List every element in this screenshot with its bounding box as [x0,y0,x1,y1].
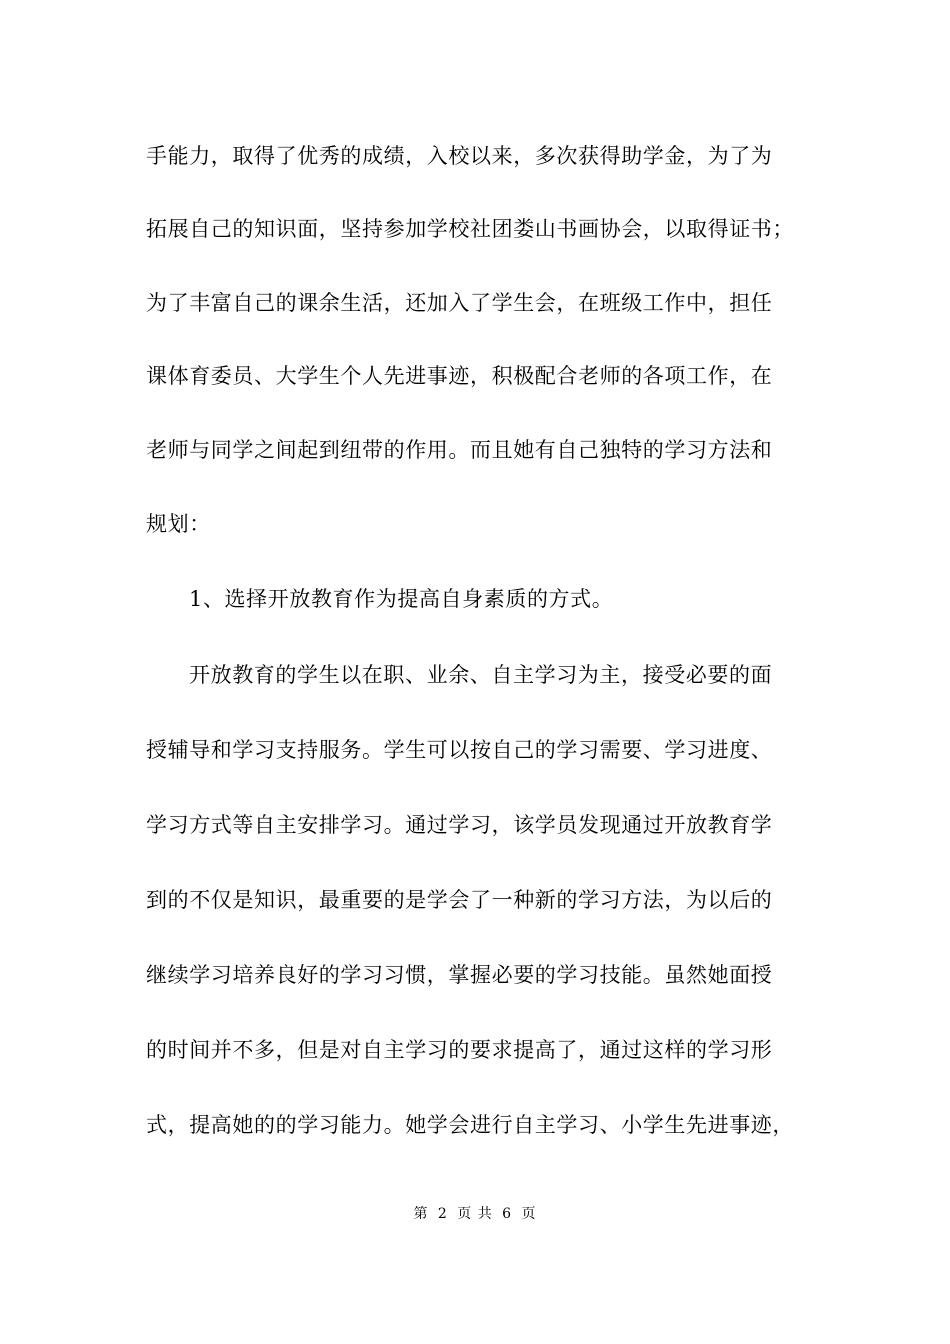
total-pages-number: 6 [502,1206,513,1222]
text-line: 为了丰富自己的课余生活，还加入了学生会，在班级工作中，担任 [146,291,773,315]
current-page-number: 2 [437,1206,448,1222]
text-line: 的时间并不多，但是对自主学习的要求提高了，通过这样的学习形 [146,1038,773,1062]
page-footer [0,1204,950,1224]
text-line: 学习方式等自主安排学习。通过学习，该学员发现通过开放教育学 [146,813,773,837]
page-label-mid: 页 共 [457,1206,493,1222]
text-line: 式，提高她的的学习能力。她学会进行自主学习、小学生先进事迹， [146,1113,794,1137]
text-line: 老师与同学之间起到纽带的作用。而且她有自己独特的学习方法和 [146,438,773,462]
text-line: 继续学习培养良好的学习习惯，掌握必要的学习技能。虽然她面授 [146,963,773,987]
list-item-heading: 1、选择开放教育作为提高自身素质的方式。 [189,587,614,611]
text-line: 到的不仅是知识，最重要的是学会了一种新的学习方法，为以后的 [146,888,773,912]
text-line: 拓展自己的知识面，坚持参加学校社团娄山书画协会，以取得证书； [146,217,794,241]
text-line: 课体育委员、大学生个人先进事迹，积极配合老师的各项工作，在 [146,364,773,388]
text-line: 手能力，取得了优秀的成绩，入校以来，多次获得助学金，为了为 [146,144,773,168]
page-label-prefix: 第 [413,1206,429,1222]
page-label-suffix: 页 [521,1206,537,1222]
text-line: 规划： [146,512,211,536]
paragraph-first-line: 开放教育的学生以在职、业余、自主学习为主，接受必要的面 [189,663,773,687]
text-line: 授辅导和学习支持服务。学生可以按自己的学习需要、学习进度、 [146,738,773,762]
